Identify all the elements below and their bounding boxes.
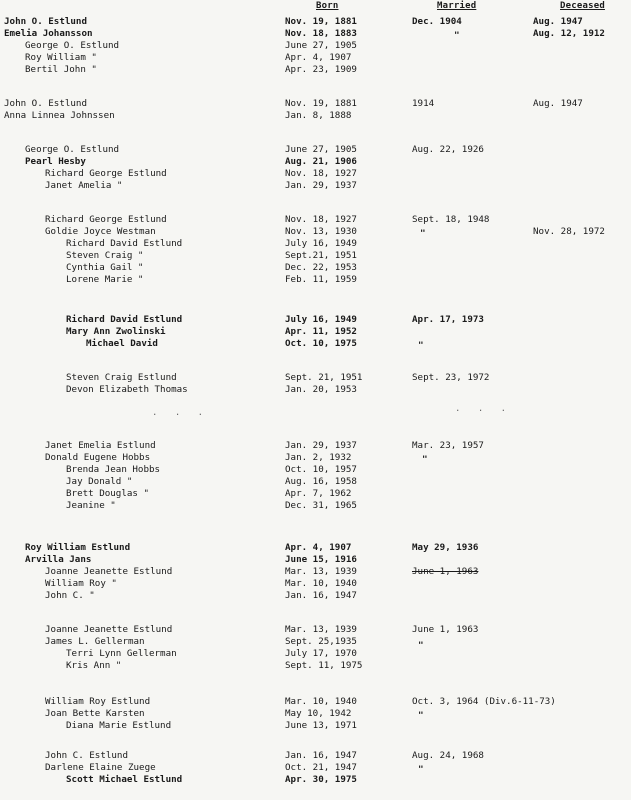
record-row bbox=[0, 750, 631, 762]
record-born: July 16, 1949 bbox=[285, 314, 357, 325]
record-born: Apr. 30, 1975 bbox=[285, 774, 357, 785]
record-born: May 10, 1942 bbox=[285, 708, 352, 719]
record-born: Nov. 19, 1881 bbox=[285, 16, 357, 27]
record-row bbox=[0, 440, 631, 452]
record-name: William Roy " bbox=[45, 578, 117, 589]
header-born: Born bbox=[316, 1, 339, 11]
record-born: June 15, 1916 bbox=[285, 554, 357, 565]
record-born: Apr. 4, 1907 bbox=[285, 52, 352, 63]
record-row bbox=[0, 452, 631, 464]
record-row bbox=[0, 636, 631, 648]
record-born: June 13, 1971 bbox=[285, 720, 357, 731]
record-born: Apr. 4, 1907 bbox=[285, 542, 352, 553]
record-name: Richard George Estlund bbox=[45, 168, 167, 179]
record-row bbox=[0, 554, 631, 566]
record-born: Mar. 13, 1939 bbox=[285, 624, 357, 635]
record-row bbox=[0, 372, 631, 384]
record-born: June 27, 1905 bbox=[285, 40, 357, 51]
record-born: Jan. 8, 1888 bbox=[285, 110, 352, 121]
record-name: George O. Estlund bbox=[25, 40, 120, 51]
record-name: Anna Linnea Johnssen bbox=[4, 110, 115, 121]
record-row bbox=[0, 648, 631, 660]
record-born: Aug. 21, 1906 bbox=[285, 156, 357, 167]
record-born: Nov. 19, 1881 bbox=[285, 98, 357, 109]
record-born: Oct. 21, 1947 bbox=[285, 762, 357, 773]
record-row bbox=[0, 500, 631, 512]
record-row bbox=[0, 238, 631, 250]
record-row bbox=[0, 660, 631, 672]
record-born: Apr. 11, 1952 bbox=[285, 326, 357, 337]
record-married: June 1, 1963 bbox=[412, 566, 479, 577]
record-married: Dec. 1904 bbox=[412, 16, 462, 27]
record-born: Nov. 13, 1930 bbox=[285, 226, 357, 237]
record-name: Brett Douglas " bbox=[66, 488, 149, 499]
record-married: Mar. 23, 1957 bbox=[412, 440, 484, 451]
record-row bbox=[0, 16, 631, 28]
faint-marks: . . . bbox=[455, 404, 513, 414]
record-born: July 16, 1949 bbox=[285, 238, 357, 249]
record-name: Janet Amelia " bbox=[45, 180, 123, 191]
record-row bbox=[0, 384, 631, 396]
record-name: Janet Emelia Estlund bbox=[45, 440, 156, 451]
record-name: Emelia Johansson bbox=[4, 28, 93, 39]
record-row bbox=[0, 98, 631, 110]
record-born: Aug. 16, 1958 bbox=[285, 476, 357, 487]
record-row bbox=[0, 110, 631, 122]
record-row bbox=[0, 214, 631, 226]
ditto-mark: " bbox=[418, 710, 424, 721]
record-deceased: Aug. 1947 bbox=[533, 98, 583, 109]
record-name: Cynthia Gail " bbox=[66, 262, 144, 273]
record-row bbox=[0, 156, 631, 168]
record-name: John C. " bbox=[45, 590, 95, 601]
faint-marks: . . . bbox=[152, 408, 210, 418]
record-born: Sept. 25,1935 bbox=[285, 636, 357, 647]
record-born: Feb. 11, 1959 bbox=[285, 274, 357, 285]
record-born: Sept. 21, 1951 bbox=[285, 372, 363, 383]
record-married: Sept. 23, 1972 bbox=[412, 372, 490, 383]
record-born: Dec. 22, 1953 bbox=[285, 262, 357, 273]
record-name: Jay Donald " bbox=[66, 476, 133, 487]
record-born: Jan. 16, 1947 bbox=[285, 590, 357, 601]
ditto-mark: " bbox=[454, 30, 460, 41]
record-row bbox=[0, 464, 631, 476]
record-name: Roy William " bbox=[25, 52, 97, 63]
record-name: Devon Elizabeth Thomas bbox=[66, 384, 188, 395]
record-born: Mar. 10, 1940 bbox=[285, 578, 357, 589]
ditto-mark: " bbox=[422, 454, 428, 465]
record-name: John O. Estlund bbox=[4, 16, 87, 27]
record-row bbox=[0, 590, 631, 602]
record-name: Brenda Jean Hobbs bbox=[66, 464, 161, 475]
record-name: Diana Marie Estlund bbox=[66, 720, 172, 731]
record-married: 1914 bbox=[412, 98, 435, 109]
record-name: Steven Craig Estlund bbox=[66, 372, 177, 383]
record-name: Joanne Jeanette Estlund bbox=[45, 566, 173, 577]
record-row bbox=[0, 40, 631, 52]
record-name: Goldie Joyce Westman bbox=[45, 226, 156, 237]
record-row bbox=[0, 314, 631, 326]
record-name: Kris Ann " bbox=[66, 660, 122, 671]
record-row bbox=[0, 262, 631, 274]
record-married: Apr. 17, 1973 bbox=[412, 314, 484, 325]
record-born: Nov. 18, 1927 bbox=[285, 214, 357, 225]
record-row bbox=[0, 28, 631, 40]
record-name: Lorene Marie " bbox=[66, 274, 144, 285]
record-born: Apr. 23, 1909 bbox=[285, 64, 357, 75]
record-row bbox=[0, 274, 631, 286]
record-born: Oct. 10, 1975 bbox=[285, 338, 357, 349]
header-deceased: Deceased bbox=[560, 1, 605, 11]
record-born: Jan. 29, 1937 bbox=[285, 180, 357, 191]
record-name: Mary Ann Zwolinski bbox=[66, 326, 166, 337]
record-row bbox=[0, 144, 631, 156]
record-row bbox=[0, 476, 631, 488]
record-married: May 29, 1936 bbox=[412, 542, 479, 553]
record-born: June 27, 1905 bbox=[285, 144, 357, 155]
record-row bbox=[0, 542, 631, 554]
record-born: Jan. 2, 1932 bbox=[285, 452, 352, 463]
ditto-mark: " bbox=[418, 640, 424, 651]
record-born: Oct. 10, 1957 bbox=[285, 464, 357, 475]
record-name: Richard David Estlund bbox=[66, 238, 183, 249]
record-row bbox=[0, 488, 631, 500]
record-name: Bertil John " bbox=[25, 64, 97, 75]
record-row bbox=[0, 566, 631, 578]
ditto-mark: " bbox=[418, 764, 424, 775]
record-row bbox=[0, 720, 631, 732]
record-row bbox=[0, 250, 631, 262]
record-row bbox=[0, 180, 631, 192]
ditto-mark: " bbox=[418, 340, 424, 351]
record-name: Richard George Estlund bbox=[45, 214, 167, 225]
record-married: Oct. 3, 1964 (Div.6-11-73) bbox=[412, 696, 556, 707]
record-name: William Roy Estlund bbox=[45, 696, 151, 707]
record-deceased: Nov. 28, 1972 bbox=[533, 226, 605, 237]
record-born: Nov. 18, 1927 bbox=[285, 168, 357, 179]
record-name: Roy William Estlund bbox=[25, 542, 131, 553]
record-born: Mar. 10, 1940 bbox=[285, 696, 357, 707]
record-name: John O. Estlund bbox=[4, 98, 87, 109]
record-row bbox=[0, 326, 631, 338]
header-married: Married bbox=[437, 1, 477, 11]
record-married: Aug. 24, 1968 bbox=[412, 750, 484, 761]
record-name: Michael David bbox=[86, 338, 158, 349]
record-row bbox=[0, 774, 631, 786]
record-name: Donald Eugene Hobbs bbox=[45, 452, 151, 463]
record-born: Apr. 7, 1962 bbox=[285, 488, 352, 499]
record-deceased: Aug. 12, 1912 bbox=[533, 28, 605, 39]
record-name: Joan Bette Karsten bbox=[45, 708, 145, 719]
record-row bbox=[0, 708, 631, 720]
record-born: Jan. 20, 1953 bbox=[285, 384, 357, 395]
record-name: Steven Craig " bbox=[66, 250, 144, 261]
record-name: Terri Lynn Gellerman bbox=[66, 648, 177, 659]
record-name: Jeanine " bbox=[66, 500, 116, 511]
record-deceased: Aug. 1947 bbox=[533, 16, 583, 27]
ditto-mark: " bbox=[420, 228, 426, 239]
record-married: June 1, 1963 bbox=[412, 624, 479, 635]
record-row bbox=[0, 338, 631, 350]
record-row bbox=[0, 52, 631, 64]
record-born: Nov. 18, 1883 bbox=[285, 28, 357, 39]
record-name: Darlene Elaine Zuege bbox=[45, 762, 156, 773]
record-born: Dec. 31, 1965 bbox=[285, 500, 357, 511]
record-born: Sept.21, 1951 bbox=[285, 250, 357, 261]
record-born: Jan. 29, 1937 bbox=[285, 440, 357, 451]
record-married: Sept. 18, 1948 bbox=[412, 214, 490, 225]
record-row bbox=[0, 578, 631, 590]
record-born: Mar. 13, 1939 bbox=[285, 566, 357, 577]
record-married: Aug. 22, 1926 bbox=[412, 144, 484, 155]
record-row bbox=[0, 762, 631, 774]
record-name: Pearl Hesby bbox=[25, 156, 86, 167]
record-born: Jan. 16, 1947 bbox=[285, 750, 357, 761]
record-name: Scott Michael Estlund bbox=[66, 774, 183, 785]
record-row bbox=[0, 696, 631, 708]
record-row bbox=[0, 624, 631, 636]
record-row bbox=[0, 168, 631, 180]
record-name: John C. Estlund bbox=[45, 750, 128, 761]
record-name: Joanne Jeanette Estlund bbox=[45, 624, 173, 635]
record-row bbox=[0, 226, 631, 238]
record-name: Arvilla Jans bbox=[25, 554, 92, 565]
record-row bbox=[0, 64, 631, 76]
record-name: George O. Estlund bbox=[25, 144, 120, 155]
record-born: July 17, 1970 bbox=[285, 648, 357, 659]
record-name: James L. Gellerman bbox=[45, 636, 145, 647]
record-name: Richard David Estlund bbox=[66, 314, 183, 325]
record-born: Sept. 11, 1975 bbox=[285, 660, 363, 671]
